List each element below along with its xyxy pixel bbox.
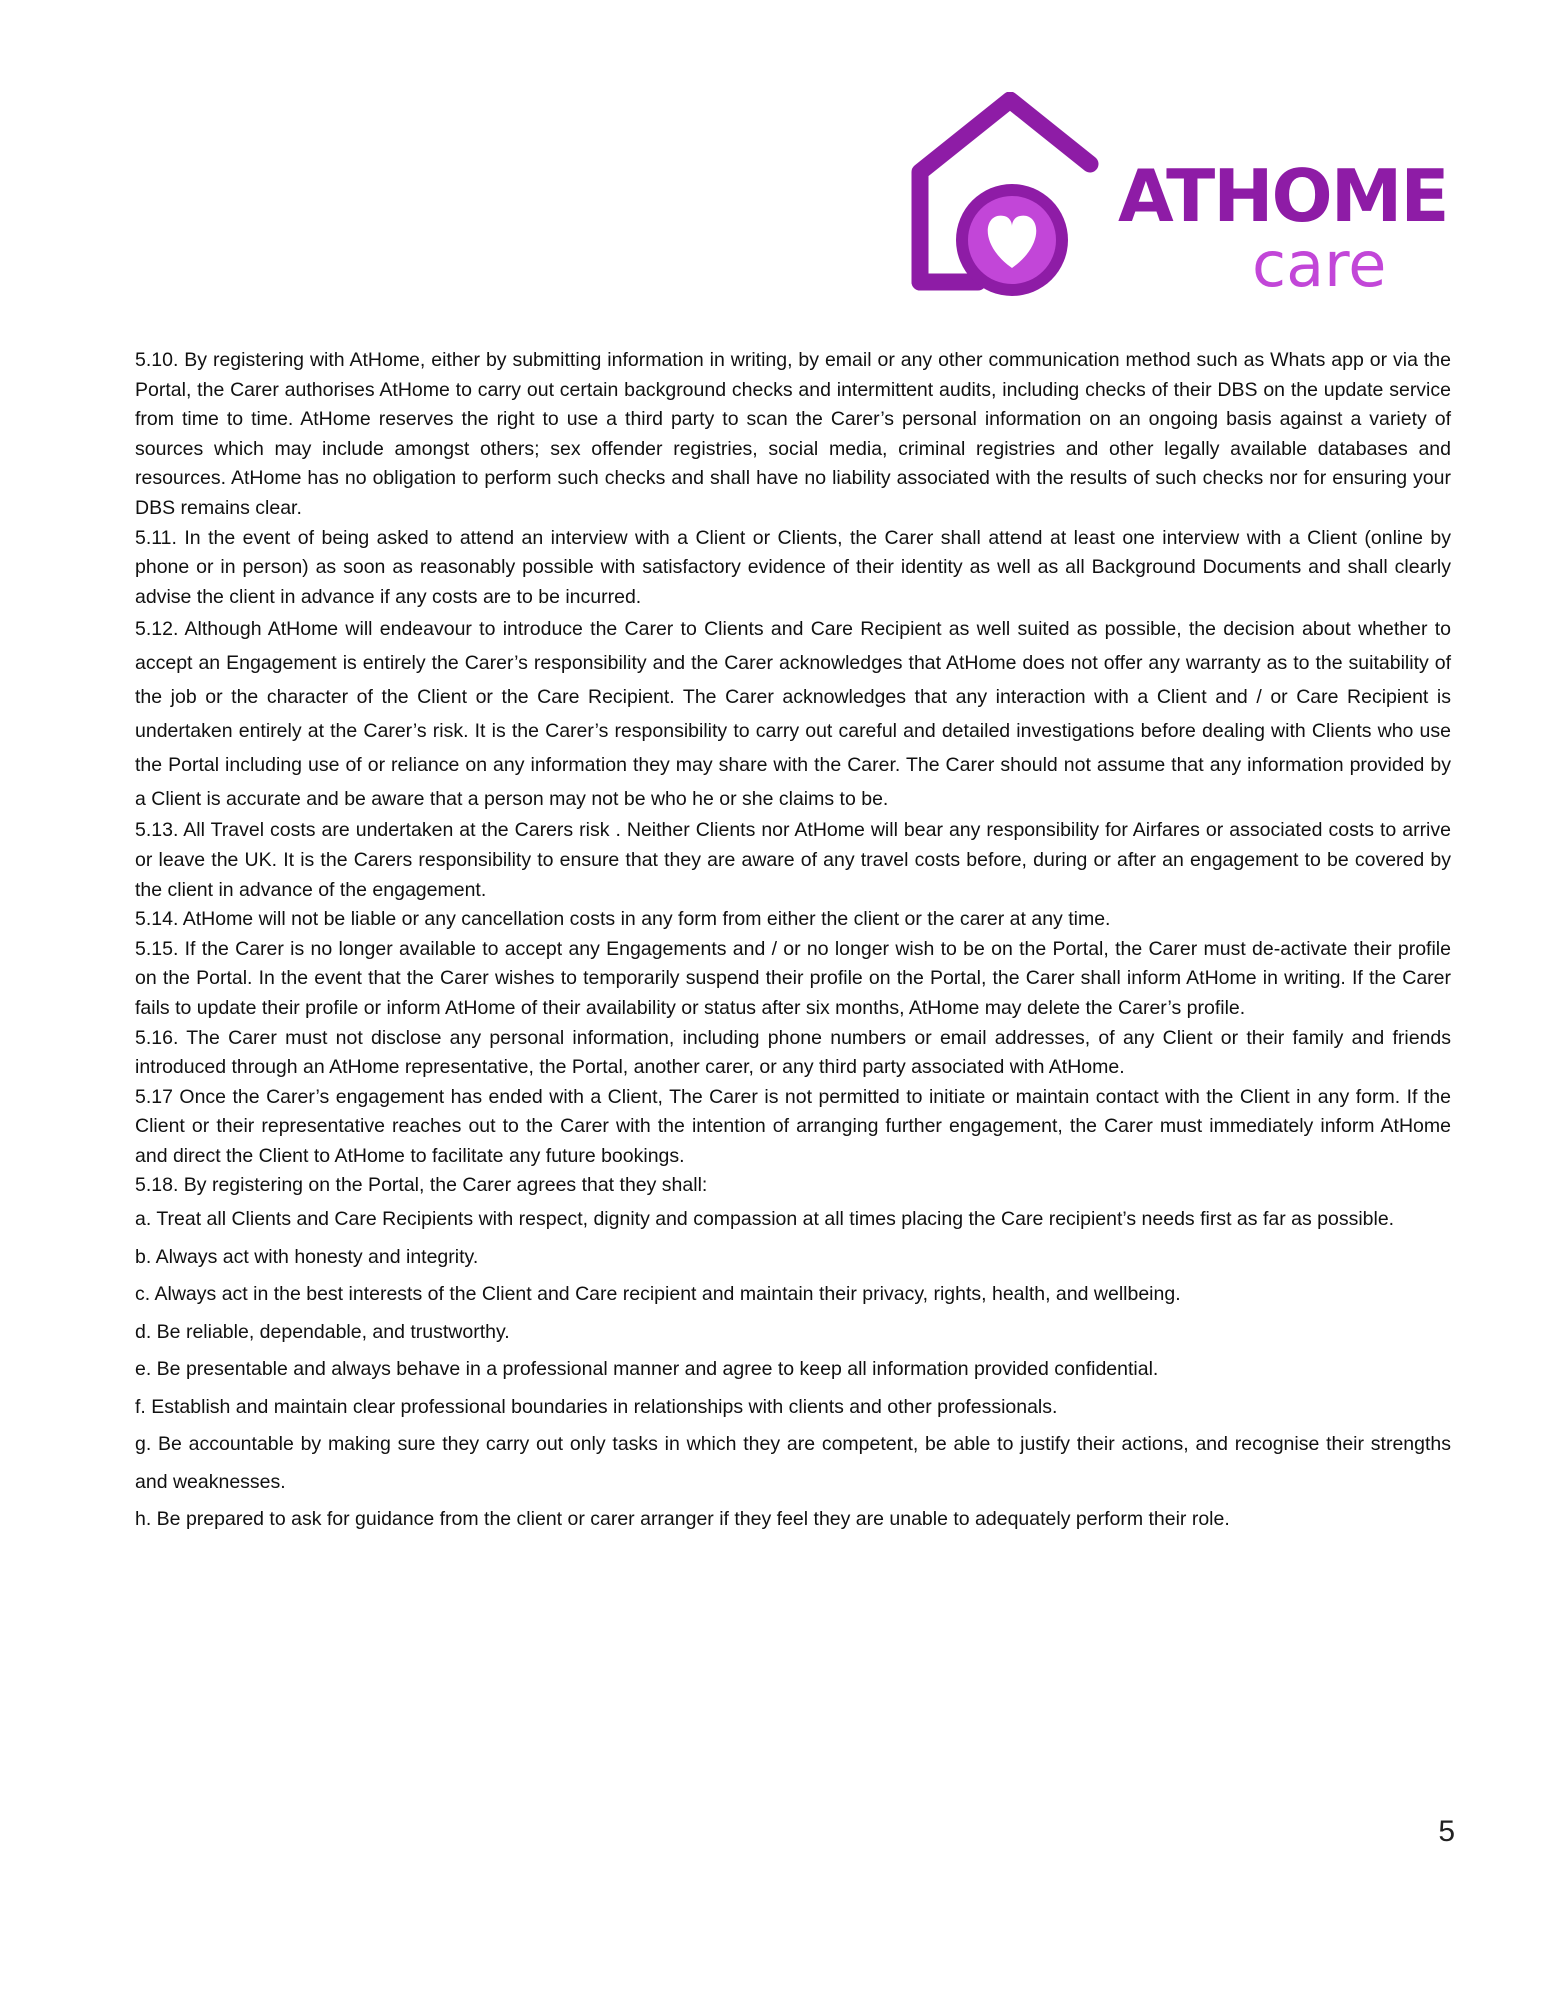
- list-item-h: h. Be prepared to ask for guidance from the client or carer arranger if they feel they are unable to adequately perform their role.: [135, 1508, 1230, 1531]
- list-item-e: e. Be presentable and always behave in a professional manner and agree to keep all information provided confidential.: [135, 1358, 1159, 1381]
- clause-5-10: 5.10. By registering with AtHome, either by submitting information in writing, by email or any other communication method such as Whats app or via the Portal, the Carer authorises AtHome to carry out certain background checks and intermittent audits, including checks of their DBS on the update service from time to time. AtHome reserves the right to use a third party to scan the Carer’s personal information on an ongoing basis against a variety of sources which may include amongst others; sex offender registries, social media, criminal registries and other legally available databases and resources. AtHome has no obligation to perform such checks and shall have no liability associated with the results of such checks nor for ensuring your DBS remains clear.: [135, 349, 1451, 519]
- list-item-c: c. Always act in the best interests of the Client and Care recipient and maintain their privacy, rights, health, and wellbeing.: [135, 1283, 1181, 1306]
- clause-5-12: 5.12. Although AtHome will endeavour to introduce the Carer to Clients and Care Recipient as well suited as possible, the decision about whether to accept an Engagement is entirely the Carer’s responsibility and the Carer acknowledges that AtHome does not offer any warranty as to the suitability of the job or the character of the Client or the Care Recipient. The Carer acknowledges that any interaction with a Client and / or Care Recipient is undertaken entirely at the Carer’s risk. It is the Carer’s responsibility to carry out careful and detailed investigations before dealing with Clients who use the Portal including use of or reliance on any information they may share with the Carer. The Carer should not assume that any information provided by a Client is accurate and be aware that a person may not be who he or she claims to be.: [135, 618, 1451, 811]
- clause-5-13: 5.13. All Travel costs are undertaken at the Carers risk . Neither Clients nor AtHome will bear any responsibility for Airfares or associated costs to arrive or leave the UK. It is the Carers responsibility to ensure that they are aware of any travel costs before, during or after an engagement to be covered by the client in advance of the engagement.: [135, 819, 1451, 901]
- house-heart-icon: [900, 92, 1120, 302]
- list-item-d: d. Be reliable, dependable, and trustworthy.: [135, 1320, 510, 1343]
- clause-5-16: 5.16. The Carer must not disclose any personal information, including phone numbers or email addresses, of any Client or their family and friends introduced through an AtHome representative, the Portal, another carer, or any third party associated with AtHome.: [135, 1026, 1451, 1079]
- list-item-g: g. Be accountable by making sure they carry out only tasks in which they are competent, be able to justify their actions, and recognise their strengths and weaknesses.: [135, 1433, 1451, 1493]
- logo-wordmark-care: care: [1252, 228, 1387, 301]
- list-item-f: f. Establish and maintain clear professional boundaries in relationships with clients and other professionals.: [135, 1395, 1058, 1418]
- clause-5-11: 5.11. In the event of being asked to attend an interview with a Client or Clients, the Carer shall attend at least one interview with a Client (online by phone or in person) as soon as reasonably possible with satisfactory evidence of their identity as well as all Background Documents and shall clearly advise the client in advance if any costs are to be incurred.: [135, 526, 1451, 608]
- clause-5-14: 5.14. AtHome will not be liable or any cancellation costs in any form from either the client or the carer at any time.: [135, 908, 1111, 931]
- terms-body: [135, 346, 1451, 1539]
- clause-5-17: 5.17 Once the Carer’s engagement has ended with a Client, The Carer is not permitted to initiate or maintain contact with the Client in any form. If the Client or their representative reaches out to the Carer with the intention of arranging further engagement, the Carer must immediately inform AtHome and direct the Client to AtHome to facilitate any future bookings.: [135, 1085, 1451, 1167]
- logo-wordmark-athome: ATHOME: [1118, 154, 1448, 238]
- list-item-a: a. Treat all Clients and Care Recipients with respect, dignity and compassion at all times placing the Care recipient’s needs first as far as possible.: [135, 1208, 1395, 1231]
- page-number: 5: [1438, 1815, 1455, 1848]
- list-item-b: b. Always act with honesty and integrity.: [135, 1245, 479, 1268]
- clause-5-15: 5.15. If the Carer is no longer available to accept any Engagements and / or no longer wish to be on the Portal, the Carer must de-activate their profile on the Portal. In the event that the Carer wishes to temporarily suspend their profile on the Portal, the Carer shall inform AtHome in writing. If the Carer fails to update their profile or inform AtHome of their availability or status after six months, AtHome may delete the Carer’s profile.: [135, 937, 1451, 1019]
- athome-care-logo: [900, 92, 1448, 302]
- clause-5-18: 5.18. By registering on the Portal, the Carer agrees that they shall:: [135, 1174, 708, 1197]
